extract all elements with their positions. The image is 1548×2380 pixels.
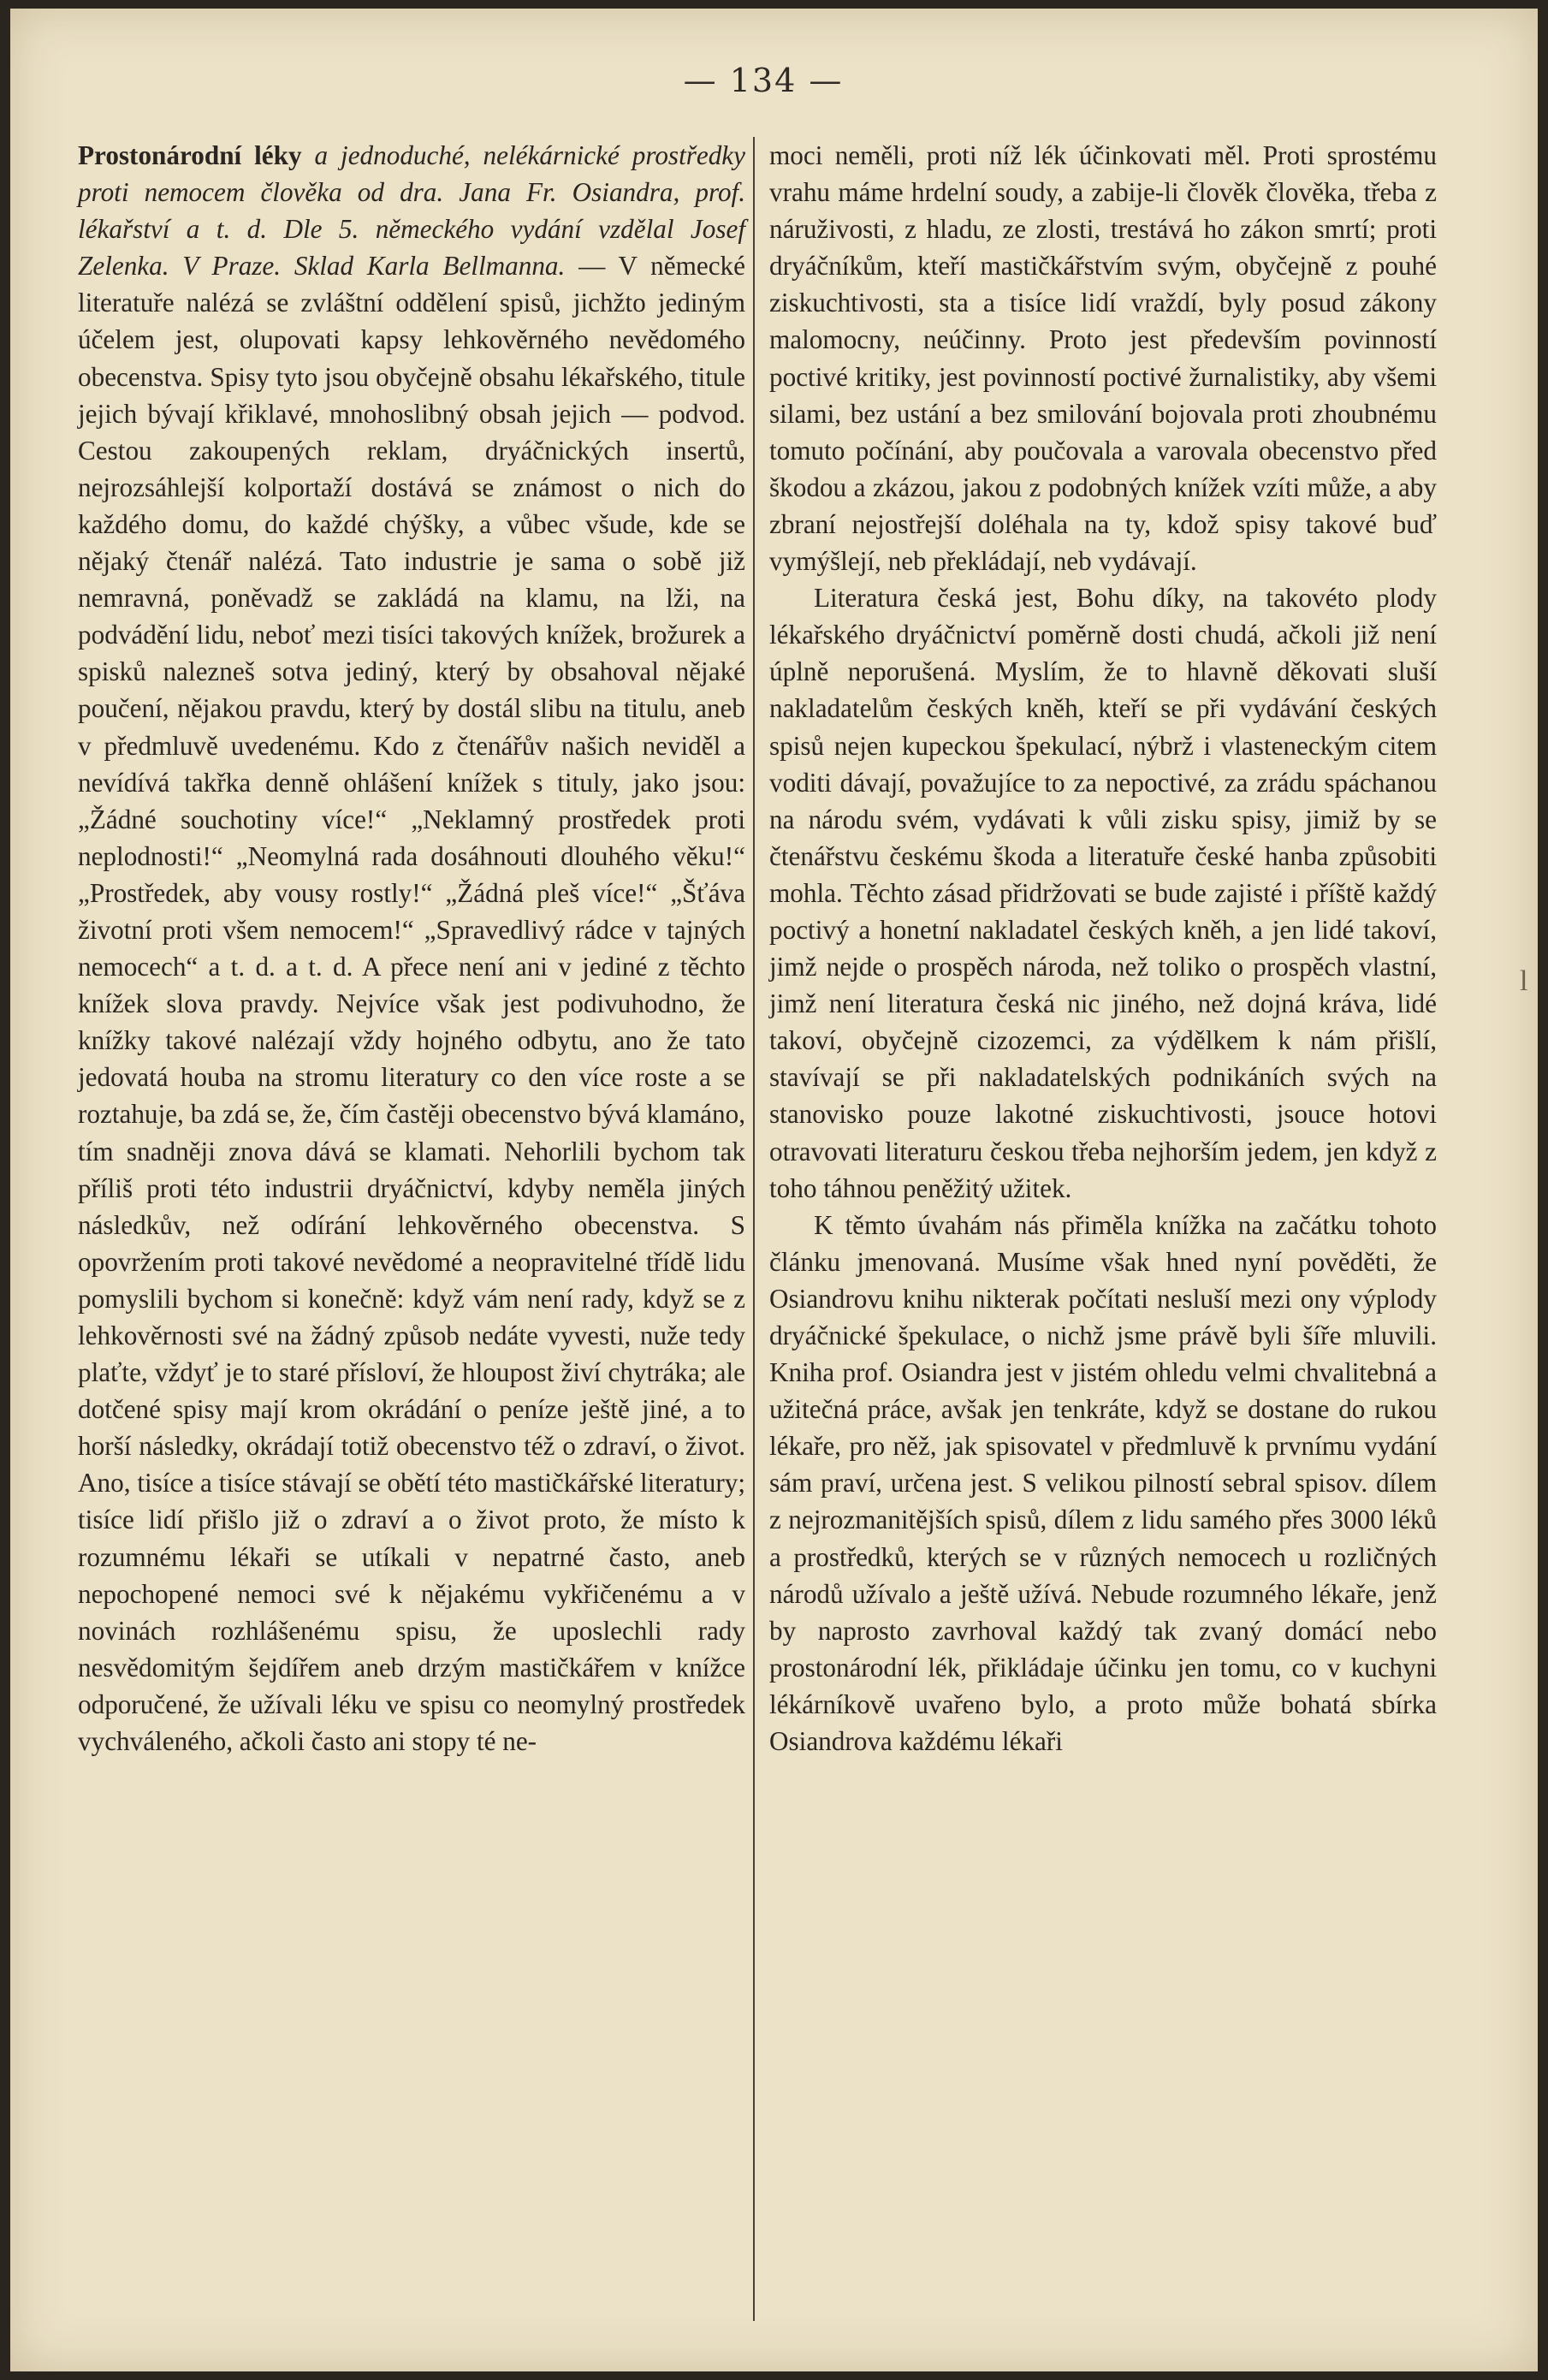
page-number: — 134 — [683, 62, 844, 99]
right-column [769, 137, 1437, 1760]
column-divider [753, 137, 755, 2321]
review-bibliography: a jednoduché, nelékárnické prostředky proti nemocem člověka od dra. Jana Fr. Osiandra, prof. lékařství a t. d. Dle 5. německého vydání vzdělal Josef Zelenka. V Praze. Sklad Karla Bellmanna. [78, 140, 745, 282]
review-paragraph [78, 137, 745, 1760]
right-paragraph-2: Literatura česká jest, Bohu díky, na takovéto plody lékařského dryáčnictví poměrně dosti chudá, ačkoli již není úplně neporušená. Myslím, že to hlavně děkovati sluší nakladatelům českých kněh, kteří se při vydávání českých spisů nejen kupeckou špekulací, nýbrž i vlasteneckým citem voditi dávají, považujíce to za nepoctivé, za zrádu spáchanou na národu svém, vydávati k vůli zisku spisy, jimiž by se čtenářstvu českému škoda a literatuře české hanba způsobiti mohla. Těchto zásad přidržovati se bude zajisté i příště každý poctivý a honetní nakladatel českých kněh, a jen lidé takoví, jimž nejde o prospěch národa, než toliko o prospěch vlastní, jimž není literatura česká nic jiného, než dojná kráva, lidé takoví, obyčejně cizozemci, za výdělkem k nám přišlí, stavívají se při nakladatelských podnikáních svých na stanovisko pouze lakotné ziskuchtivosti, jsouce hotovi otravovati literaturu českou třeba nejhorším jedem, jen když z toho táhnou peněžitý užitek. [769, 583, 1437, 1203]
document-page [10, 9, 1538, 2371]
right-paragraph-3: K těmto úvahám nás přiměla knížka na začátku tohoto článku jmenovaná. Musíme však hned nyní pověděti, že Osiandrovu knihu nikterak počítati nesluší mezi ony výplody dryáčnické špekulace, o nichž jsme právě byli šíře mluvili. Kniha prof. Osiandra jest v jistém ohledu velmi chvalitebná a užitečná práce, avšak jen tenkráte, když se dostane do rukou lékaře, pro něž, jak spisovatel v předmluvě k prvnímu vydání sám praví, určena jest. S velikou pilností sebral spisov. dílem z nejrozmanitějších spisů, dílem z lidu samého přes 3000 léků a prostředků, kterých se v různých nemocech u rozličných národů užívalo a ještě užívá. Nebude rozumného lékaře, jenž by naprosto zavrhoval každý tak zvaný domácí nebo prostonárodní lék, přikládaje účinku jen tomu, co v kuchyni lékárníkově uvařeno bylo, a proto může bohatá sbírka Osiandrova každému lékaři [769, 1209, 1437, 1757]
margin-annotation: l [1520, 965, 1528, 997]
right-paragraph-1: moci neměli, proti níž lék účinkovati měl. Proti sprostému vrahu máme hrdelní soudy, a zabije-li člověk člověka, třeba z náruživosti, z hladu, ze zlosti, trestává ho zákon smrtí; proti dryáčníkům, kteří mastičkářstvím svým, obyčejně z pouhé ziskuchtivosti, sta a tisíce lidí vraždí, byly posud zákony malomocny, neúčinny. Proto jest především povinností poctivé kritiky, jest povinností poctivé žurnalistiky, aby všemi silami, bez ustání a bez smilování bojovala proti zhoubnému tomuto počínání, aby poučovala a varovala obecenstvo před škodou a zkázou, jakou z podobných knížek vzíti může, a aby zbraní nejostřejší doléhala na ty, kdož spisy takové buď vymýšlejí, neb překládají, neb vydávají. [769, 140, 1437, 577]
left-column [78, 137, 745, 1760]
review-body: — V německé literatuře nalézá se zvláštní oddělení spisů, jichžto jediným účelem jest, olupovati kapsy lehkověrného nevědomého obecenstva. Spisy tyto jsou obyčejně obsahu lékařského, titule jejich bývají křiklavé, mnohoslibný obsah jejich — podvod. Cestou zakoupených reklam, dryáčnických insertů, nejrozsáhlejší kolportaží dostává se známost o nich do každého domu, do každé chýšky, a vůbec všude, kde se nějaký čtenář nalézá. Tato industrie je sama o sobě již nemravná, poněvadž se zakládá na klamu, na lži, na podvádění lidu, neboť mezi tisíci takových knížek, brožurek a spisků nalezneš sotva jediný, který by obsahoval nějaké poučení, nějakou pravdu, který by dostál slibu na titulu, aneb v předmluvě uvedenému. Kdo z čtenářův našich neviděl a nevídívá takřka denně ohlášení knížek s tituly, jako jsou: „Žádné souchotiny více!“ „Neklamný prostředek proti neplodnosti!“ „Neomylná rada dosáhnouti dlouhého věku!“ „Prostředek, aby vousy rostly!“ „Žádná pleš více!“ „Šťáva životní proti všem nemocem!“ „Spravedlivý rádce v tajných nemocech“ a t. d. a t. d. A přece není ani v jediné z těchto knížek slova pravdy. Nejvíce však jest podivuhodno, že knížky takové nalézají vždy hojného odbytu, ano že tato jedovatá houba na stromu literatury co den více roste a se roztahuje, ba zdá se, že, čím častěji obecenstvo bývá klamáno, tím snadněji znova dává se klamati. Nehorlili bychom tak příliš proti této industrii dryáčnictví, kdyby neměla jiných následkův, než odírání lehkověrného obecenstva. S opovržením proti takové nevědomé a neopravitelné třídě lidu pomyslili bychom si konečně: když vám není rady, když se z lehkověrnosti své na žádný způsob nedáte vyvesti, nuže tedy plaťte, vždyť je to staré přísloví, že hloupost živí chytráka; ale dotčené spisy mají krom okrádání o peníze ještě jiné, a to horší následky, okrádají totiž obecenstvo též o zdraví, o život. Ano, tisíce a tisíce stávají se obětí této mastičkářské literatury; tisíce lidí přišlo již o zdraví a o život proto, že místo k rozumnému lékaři se utíkali v nepatrné často, aneb nepochopené nemoci své k nějakému vykřičenému a v novinách rozhlášenému spisu, že uposlechli rady nesvědomitým šejdířem aneb drzým mastičkářem v knížce odporučené, že užívali léku ve spisu co neomylný prostředek vychváleného, ačkoli často ani stopy té ne- [78, 251, 745, 1757]
review-title: Prostonárodní léky [78, 140, 302, 170]
